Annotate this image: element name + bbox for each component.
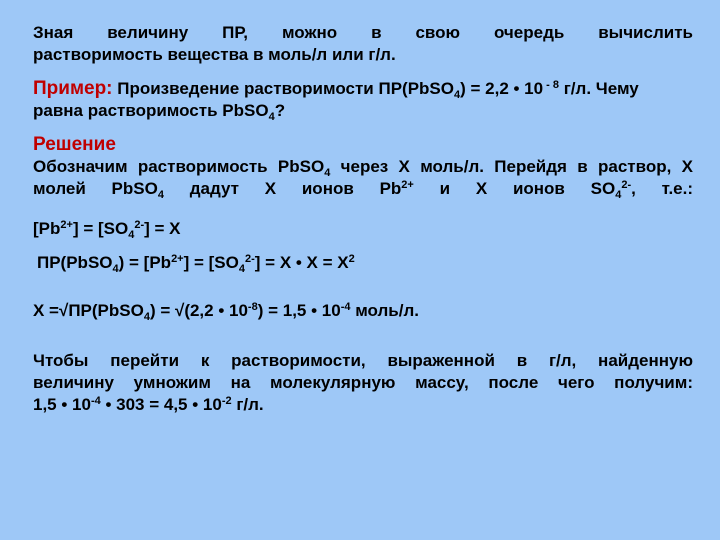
conclusion-l3-sup2: -2 bbox=[221, 395, 232, 407]
eq1-b: ] = [SO bbox=[72, 219, 129, 238]
eq3-sup1: -8 bbox=[247, 301, 258, 313]
conclusion-line-1: Чтобы перейти к растворимости, выраженной в г/л, найденную bbox=[33, 351, 693, 370]
conclusion-l3-c: г/л. bbox=[231, 395, 264, 414]
example-sub-a: 4 bbox=[453, 89, 461, 101]
eq2-b: ) = [Pb bbox=[118, 253, 172, 272]
equation-ions bbox=[33, 218, 693, 240]
solution-l2-d: , т.е.: bbox=[631, 179, 694, 198]
solution-l1-a: Обозначим растворимость PbSO bbox=[33, 157, 325, 176]
eq1-a: [Pb bbox=[33, 219, 61, 238]
eq2-d: ] = X • X = X bbox=[254, 253, 349, 272]
example-label: Пример: bbox=[33, 78, 113, 99]
conclusion-l3-sup1: -4 bbox=[90, 395, 101, 407]
eq2-c: ] = [SO bbox=[183, 253, 239, 272]
solution-l2-a: молей PbSO bbox=[33, 179, 158, 198]
example-line-2 bbox=[33, 100, 693, 122]
example-line-1 bbox=[33, 78, 693, 100]
eq1-sup1: 2+ bbox=[60, 219, 73, 231]
conclusion-l3-a: 1,5 • 10 bbox=[33, 395, 91, 414]
example-line2-b: ? bbox=[274, 101, 286, 120]
eq2-sub1: 4 bbox=[112, 263, 119, 275]
eq2-sup1: 2+ bbox=[171, 253, 184, 265]
example-sup-b: - 8 bbox=[543, 79, 559, 91]
conclusion-line-3 bbox=[33, 394, 693, 416]
solution-l2-c: и X ионов SO bbox=[413, 179, 616, 198]
eq3-sup2: -4 bbox=[340, 301, 351, 313]
solution-line-1 bbox=[33, 156, 693, 178]
eq2-sup3: 2 bbox=[348, 253, 355, 265]
example-line2-a: равна растворимость PbSO bbox=[33, 101, 269, 120]
eq3-b: ) = √(2,2 • 10 bbox=[149, 301, 248, 320]
solution-l2-sup2: 2- bbox=[621, 179, 632, 191]
eq2-a: ПР(PbSO bbox=[37, 253, 113, 272]
eq1-c: ] = X bbox=[144, 219, 181, 238]
equation-root bbox=[33, 300, 693, 322]
intro-line-1: Зная величину ПР, можно в свою очередь вычислить bbox=[33, 23, 693, 42]
intro-line-2: растворимость вещества в моль/л или г/л. bbox=[33, 45, 396, 64]
eq1-sup2: 2- bbox=[134, 219, 145, 231]
slide-content bbox=[33, 22, 693, 416]
conclusion-l3-b: • 303 = 4,5 • 10 bbox=[100, 395, 222, 414]
solution-l2-sub2: 4 bbox=[615, 189, 622, 201]
eq3-a: X =√ПР(PbSO bbox=[33, 301, 144, 320]
eq1-sub: 4 bbox=[128, 229, 135, 241]
eq3-d: моль/л. bbox=[350, 301, 419, 320]
solution-l1-sub: 4 bbox=[324, 167, 331, 179]
solution-label: Решение bbox=[33, 134, 116, 155]
example-text-c: г/л. Чему bbox=[559, 79, 639, 98]
solution-l2-b: дадут X ионов Pb bbox=[163, 179, 402, 198]
example-text-a: Произведение растворимости ПР(PbSO bbox=[117, 79, 454, 98]
eq3-c: ) = 1,5 • 10 bbox=[257, 301, 341, 320]
example-line2-sub: 4 bbox=[268, 111, 275, 123]
conclusion-line-2: величину умножим на молекулярную массу, после чего получим: bbox=[33, 373, 693, 392]
solution-l1-b: через X моль/л. Перейдя в раствор, X bbox=[330, 157, 693, 176]
equation-solubility-product bbox=[33, 252, 693, 274]
solution-l2-sup: 2+ bbox=[401, 179, 414, 191]
eq3-sub: 4 bbox=[143, 311, 150, 323]
eq2-sup2: 2- bbox=[245, 253, 255, 265]
example-text-b: ) = 2,2 • 10 bbox=[460, 79, 544, 98]
solution-l2-sub: 4 bbox=[157, 189, 164, 201]
eq2-sub2: 4 bbox=[238, 263, 245, 275]
solution-line-2 bbox=[33, 178, 693, 200]
